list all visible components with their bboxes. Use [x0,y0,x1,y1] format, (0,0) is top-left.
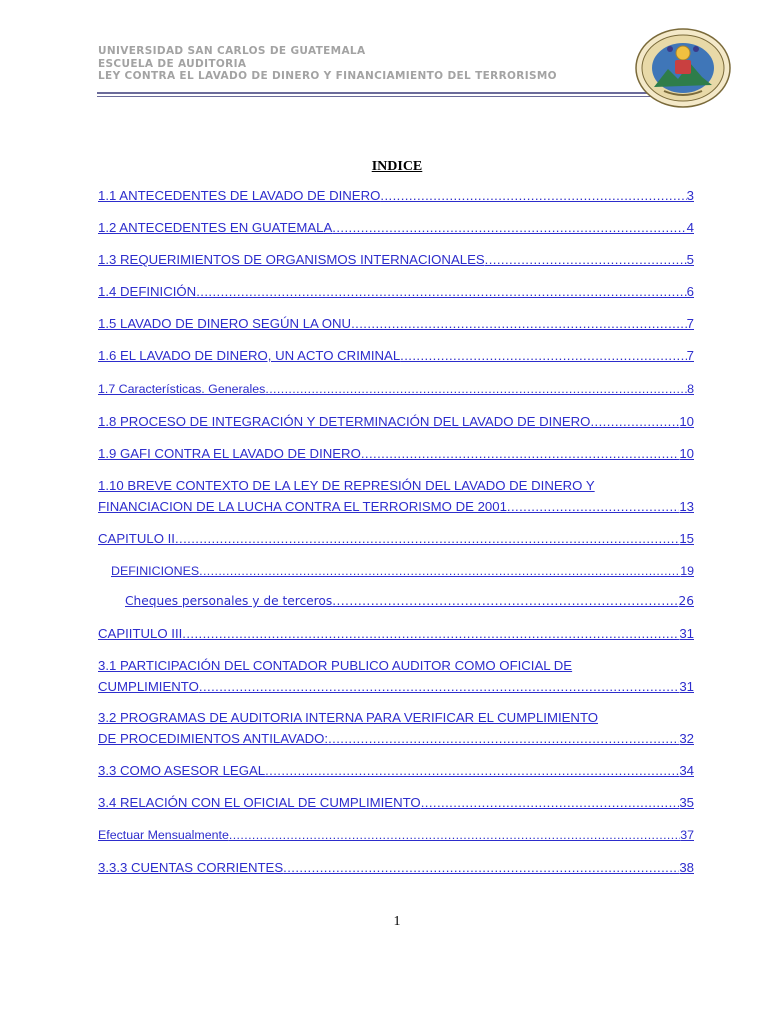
toc-entry-title: 3.3 COMO ASESOR LEGAL [98,763,266,778]
leader-dots [351,313,687,334]
index-title: INDICE [371,159,423,174]
leader-dots [265,379,687,400]
toc-entry-title: 1.4 DEFINICIÓN [98,284,197,299]
toc-entry-page: 34 [679,763,694,778]
leader-dots [283,857,679,878]
toc-entry-title: FINANCIACION DE LA LUCHA CONTRA EL TERRORISMO DE 2001 [98,499,507,514]
toc-entry-title: 1.1 ANTECEDENTES DE LAVADO DE DINERO [98,188,381,203]
leader-dots [182,623,679,644]
toc-entry[interactable] [98,345,694,366]
toc-entry-title: CAPITULO II [98,531,175,546]
toc-entry-page: 35 [679,795,694,810]
toc-entry-page: 26 [678,594,694,608]
toc-entry-title: CUMPLIMIENTO [98,679,199,694]
leader-dots [332,217,686,238]
leader-dots [265,760,679,781]
toc-entry[interactable] [98,857,694,878]
toc-entry-title: Cheques personales y de terceros [125,594,333,608]
toc-entry[interactable] [125,591,694,612]
toc-entry-page: 37 [680,828,694,842]
leader-dots [196,281,686,302]
toc-entry-page: 8 [687,382,694,396]
toc-entry[interactable] [98,185,694,206]
toc-entry-page: 6 [686,284,694,299]
toc-entry-title-line1: 1.10 BREVE CONTEXTO DE LA LEY DE REPRESIÓN DEL LAVADO DE DINERO Y [98,478,595,493]
toc-entry-page: 31 [679,679,694,694]
header-law-title: LEY CONTRA EL LAVADO DE DINERO Y FINANCIAMIENTO DEL TERRORISMO [98,70,557,82]
toc-entry[interactable] [98,217,694,238]
toc-entry[interactable] [98,281,694,302]
toc-entry-title: 3.4 RELACIÓN CON EL OFICIAL DE CUMPLIMIENTO [98,795,421,810]
toc-entry[interactable] [98,411,694,432]
toc-entry-page: 7 [686,348,694,363]
toc-entry[interactable] [98,760,694,781]
toc-entry[interactable] [98,623,694,644]
toc-entry-page: 19 [680,564,694,578]
leader-dots [400,345,686,366]
leader-dots [507,496,679,517]
toc-entry-page: 13 [679,499,694,514]
toc-entry-page: 15 [679,531,694,546]
toc-entry-title-line1: 3.2 PROGRAMAS DE AUDITORIA INTERNA PARA VERIFICAR EL CUMPLIMIENTO [98,710,599,725]
toc-entry[interactable] [98,707,694,749]
toc-entry[interactable] [98,792,694,813]
toc-entry-page: 10 [679,414,694,429]
leader-dots [199,676,679,697]
leader-dots [229,825,680,846]
toc-entry-page: 3 [686,188,694,203]
toc-entry-title: CAPIITULO III [98,626,183,641]
leader-dots [590,411,679,432]
leader-dots [332,591,678,612]
toc-entry[interactable] [98,249,694,270]
toc-entry-page: 32 [679,731,694,746]
toc-entry[interactable] [98,475,694,517]
toc-entry-page: 38 [679,860,694,875]
leader-dots [199,561,680,582]
toc-entry-page: 4 [686,220,694,235]
toc-entry[interactable] [98,379,694,400]
header-school: ESCUELA DE AUDITORIA [98,57,247,70]
toc-entry-title: 1.5 LAVADO DE DINERO SEGÚN LA ONU [98,316,352,331]
toc-entry-title: 1.3 REQUERIMIENTOS DE ORGANISMOS INTERNACIONALES [98,252,485,267]
toc-entry[interactable] [98,655,694,697]
toc-entry[interactable] [98,313,694,334]
leader-dots [175,528,679,549]
leader-dots [380,185,686,206]
toc-entry-title: 1.7 Características. Generales [98,382,266,396]
document-header [98,45,557,83]
toc-entry-title: 1.8 PROCESO DE INTEGRACIÓN Y DETERMINACIÓN DEL LAVADO DE DINERO [98,414,591,429]
toc-entry-page: 10 [679,446,694,461]
toc-entry-title: 3.3.3 CUENTAS CORRIENTES [98,860,284,875]
toc-entry-title-line1: 3.1 PARTICIPACIÓN DEL CONTADOR PUBLICO AUDITOR COMO OFICIAL DE [98,658,573,673]
toc-entry-title: 1.6 EL LAVADO DE DINERO, UN ACTO CRIMINAL [98,348,401,363]
toc-entry-title: 1.9 GAFI CONTRA EL LAVADO DE DINERO [98,446,361,461]
toc-entry[interactable] [111,561,694,582]
toc-entry-page: 31 [679,626,694,641]
toc-entry-title: 1.2 ANTECEDENTES EN GUATEMALA [98,220,333,235]
university-seal-icon [634,27,732,109]
leader-dots [328,728,679,749]
page-number: 1 [393,914,401,929]
leader-dots [421,792,680,813]
toc-entry-title: DEFINICIONES [111,564,200,578]
toc-entry-title: Efectuar Mensualmente [98,828,229,842]
leader-dots [485,249,687,270]
toc-entry[interactable] [98,528,694,549]
toc-entry-title: DE PROCEDIMIENTOS ANTILAVADO: [98,731,329,746]
toc-entry-page: 7 [686,316,694,331]
leader-dots [361,443,679,464]
toc-entry[interactable] [98,443,694,464]
toc-entry[interactable] [98,825,694,846]
header-divider [97,92,655,97]
toc-entry-page: 5 [686,252,694,267]
header-university: UNIVERSIDAD SAN CARLOS DE GUATEMALA [98,45,366,57]
